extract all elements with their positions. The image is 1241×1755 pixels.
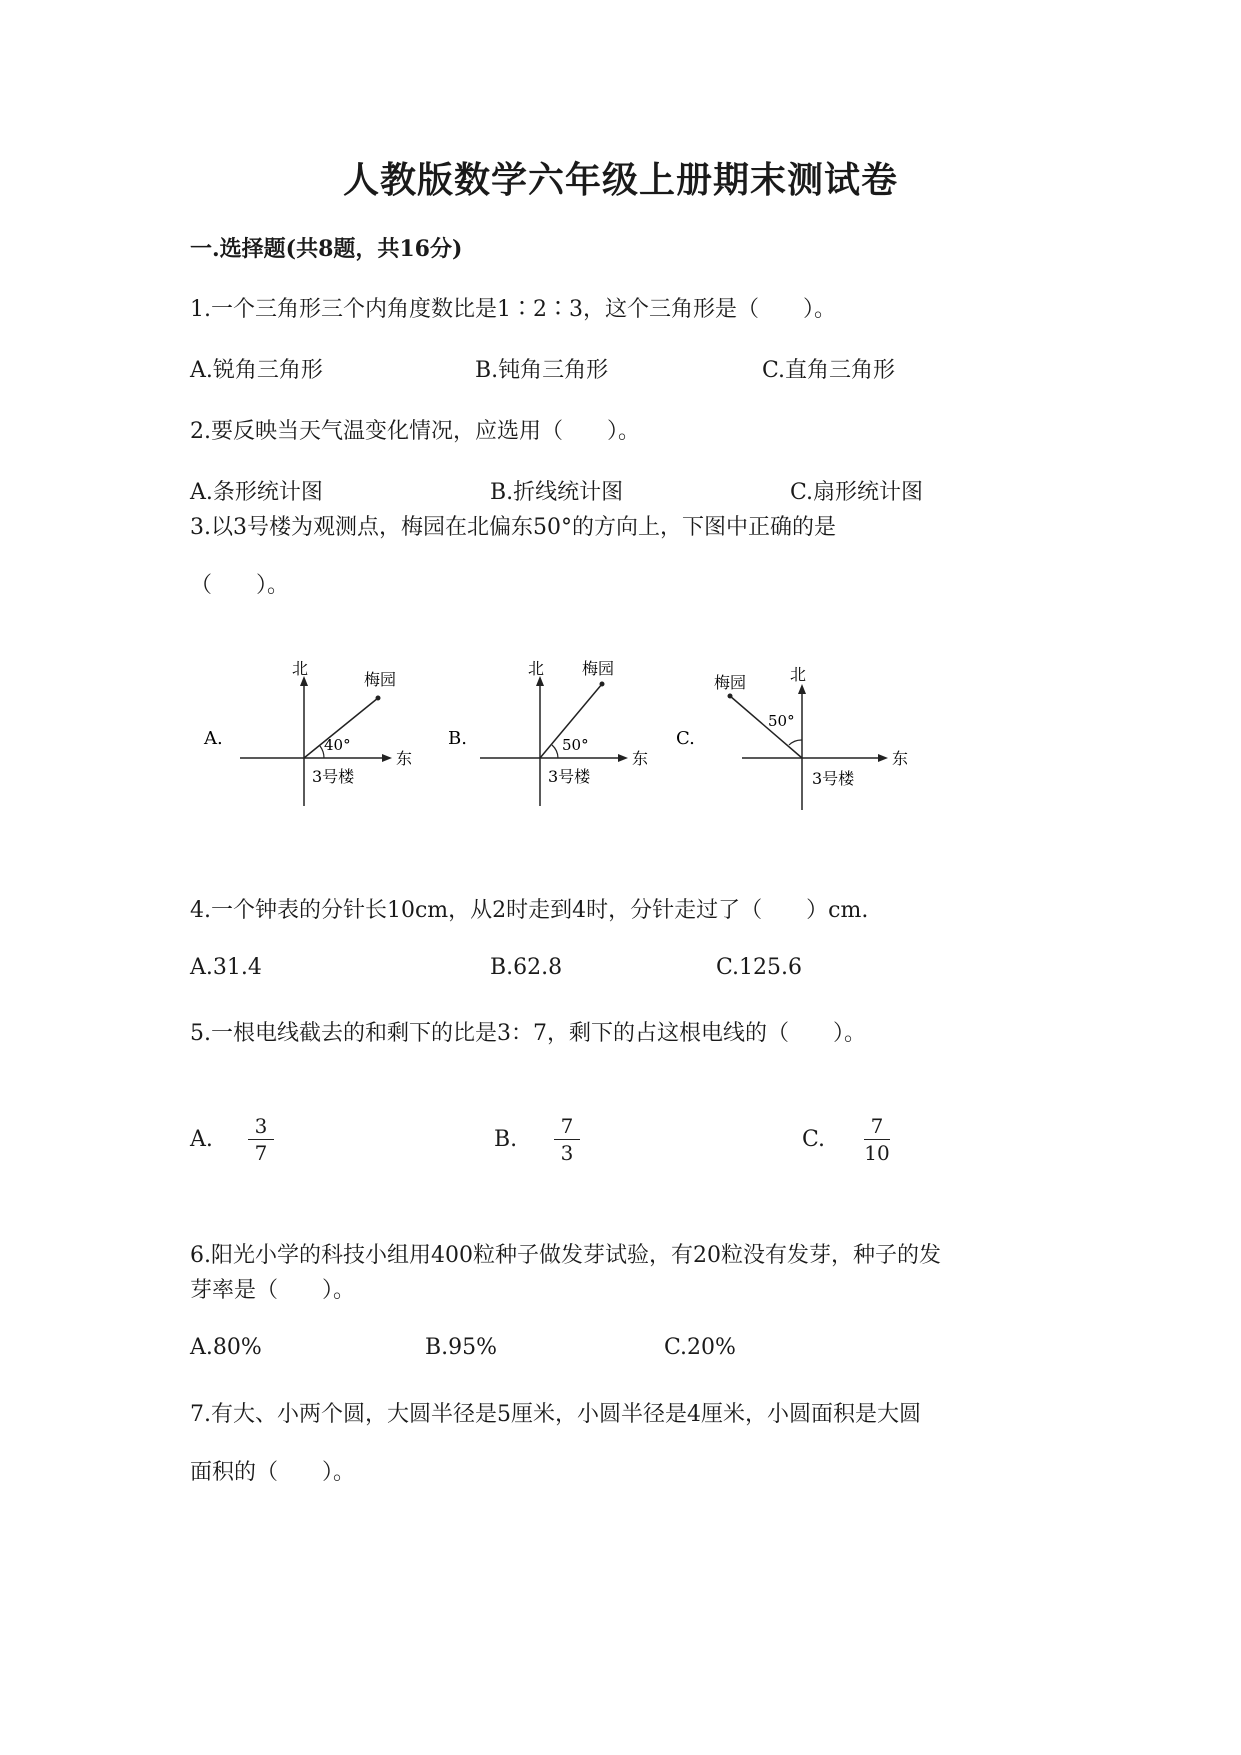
figure-a-target: 梅园 xyxy=(364,670,397,689)
q5-c-denominator: 10 xyxy=(864,1141,890,1165)
q2-option-b: B.折线统计图 xyxy=(490,480,624,505)
figure-b-target-point xyxy=(600,682,605,687)
question-4: 4.一个钟表的分针长10cm，从2时走到4时，分针走过了（ ）cm. xyxy=(190,898,869,923)
question-7: 7.有大、小两个圆，大圆半径是5厘米，小圆半径是4厘米，小圆面积是大圆 xyxy=(190,1402,921,1427)
figure-c xyxy=(676,665,908,810)
figure-c-target: 梅园 xyxy=(714,673,747,692)
page-title: 人教版数学六年级上册期末测试卷 xyxy=(342,159,898,201)
q4-option-b: B.62.8 xyxy=(490,955,563,980)
question-3: 3.以3号楼为观测点，梅园在北偏东50°的方向上，下图中正确的是 xyxy=(190,515,836,540)
q5-c-numerator: 7 xyxy=(870,1114,884,1138)
q1-option-a: A.锐角三角形 xyxy=(190,358,323,383)
section-heading: 一.选择题(共8题，共16分) xyxy=(190,236,463,262)
question-3-blank: （ ）。 xyxy=(190,573,290,598)
q5-c-fraction-bar xyxy=(864,1139,890,1140)
figure-c-north-arrow xyxy=(798,684,806,694)
q3-figures xyxy=(190,650,950,830)
figure-c-east: 东 xyxy=(892,749,909,768)
figure-a-east-arrow xyxy=(382,754,392,762)
figure-a-target-point xyxy=(376,696,381,701)
figure-a-north: 北 xyxy=(292,659,309,678)
figure-c-angle: 50° xyxy=(768,712,795,730)
q5-a-numerator: 3 xyxy=(254,1114,268,1138)
q2-option-a: A.条形统计图 xyxy=(190,480,323,505)
question-2: 2.要反映当天气温变化情况，应选用（ ）。 xyxy=(190,419,640,444)
figure-c-angle-arc xyxy=(789,740,802,745)
q5-option-b-fraction xyxy=(542,1115,592,1164)
figure-c-label: C. xyxy=(676,728,695,749)
question-1: 1.一个三角形三个内角度数比是1∶2∶3，这个三角形是（ ）。 xyxy=(190,297,836,322)
figure-c-origin: 3号楼 xyxy=(812,769,855,788)
q4-option-c: C.125.6 xyxy=(716,955,803,980)
q5-option-c-fraction xyxy=(852,1115,902,1164)
figure-b-angle-arc xyxy=(552,745,558,758)
figure-a-origin: 3号楼 xyxy=(312,767,355,786)
q5-option-b-label: B. xyxy=(494,1127,518,1152)
q1-option-c: C.直角三角形 xyxy=(762,358,896,383)
q6-option-b: B.95% xyxy=(425,1335,498,1360)
q2-option-c: C.扇形统计图 xyxy=(790,480,924,505)
q5-option-a-fraction xyxy=(236,1115,286,1164)
figure-b-origin: 3号楼 xyxy=(548,767,591,786)
q6-option-a: A.80% xyxy=(190,1335,262,1360)
figure-b-east: 东 xyxy=(632,749,649,768)
q5-b-numerator: 7 xyxy=(560,1114,574,1138)
q5-b-fraction-bar xyxy=(554,1139,580,1140)
figure-c-east-arrow xyxy=(878,754,888,762)
question-6-line2: 芽率是（ ）。 xyxy=(190,1278,356,1303)
figure-b-label: B. xyxy=(448,728,467,749)
figure-c-target-point xyxy=(728,694,733,699)
q5-b-denominator: 3 xyxy=(560,1141,574,1165)
q5-option-c-label: C. xyxy=(802,1127,826,1152)
figure-a-label: A. xyxy=(204,728,223,749)
question-5: 5.一根电线截去的和剩下的比是3：7，剩下的占这根电线的（ ）。 xyxy=(190,1021,866,1046)
q4-option-a: A.31.4 xyxy=(190,955,262,980)
figure-b-east-arrow xyxy=(618,754,628,762)
figure-a xyxy=(203,659,412,806)
figure-c-north: 北 xyxy=(790,665,807,684)
q5-option-a-label: A. xyxy=(190,1127,213,1152)
q6-option-c: C.20% xyxy=(664,1335,736,1360)
figure-b-north: 北 xyxy=(528,659,545,678)
figure-b-angle: 50° xyxy=(562,736,589,754)
figure-a-angle: 40° xyxy=(324,736,351,754)
question-6: 6.阳光小学的科技小组用400粒种子做发芽试验，有20粒没有发芽，种子的发 xyxy=(190,1243,941,1268)
figure-b xyxy=(448,659,648,806)
q1-option-b: B.钝角三角形 xyxy=(475,358,609,383)
q5-a-fraction-bar xyxy=(248,1139,274,1140)
figure-b-target: 梅园 xyxy=(582,659,615,678)
question-7-line2: 面积的（ ）。 xyxy=(190,1460,356,1485)
q5-a-denominator: 7 xyxy=(254,1141,268,1165)
figure-a-east: 东 xyxy=(396,749,413,768)
